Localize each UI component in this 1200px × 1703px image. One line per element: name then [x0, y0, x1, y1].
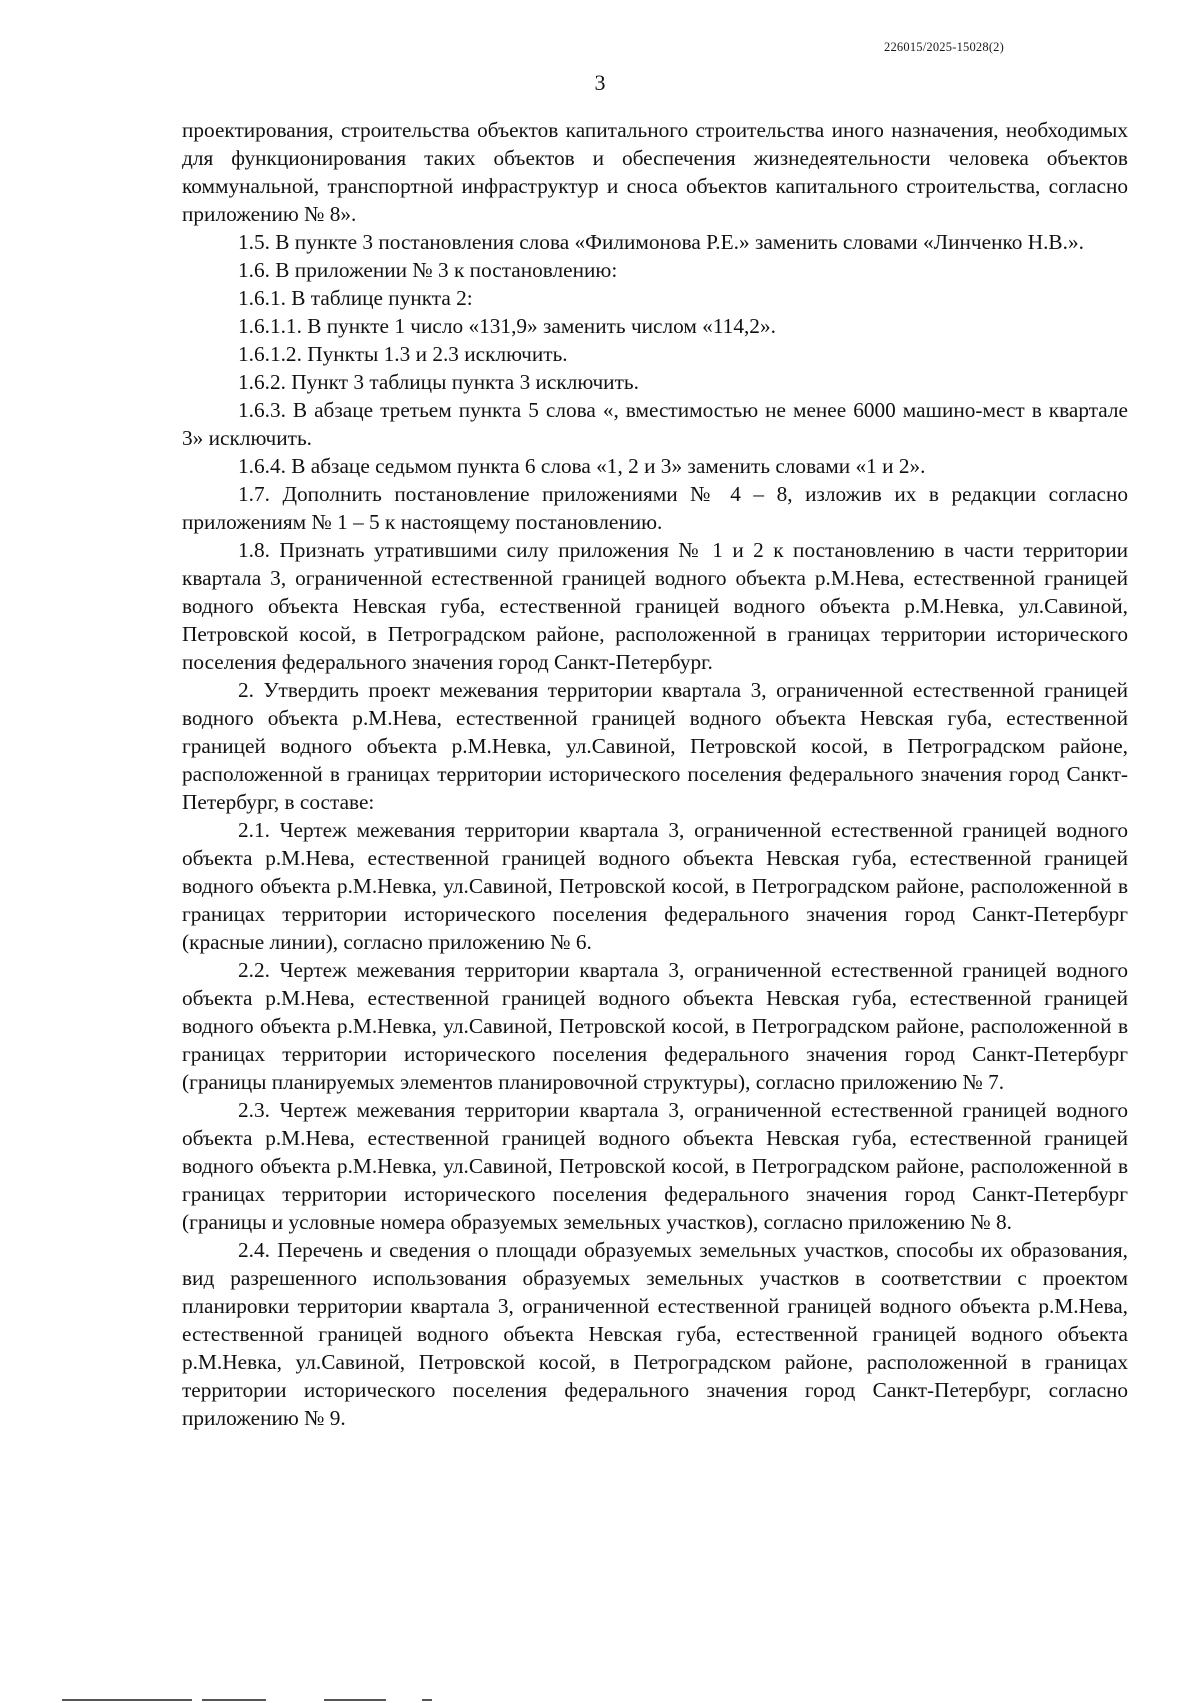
paragraph-1-8: 1.8. Признать утратившими силу приложения № 1 и 2 к постановлению в части территории квартала 3, ограниченной естественной границей водного объекта р.М.Нева, естественной границей водного объекта Невская губа, естественной границей водного объекта р.М.Невка, ул.Савиной, Петровской косой, в Петроградском районе, расположенной в границах территории исторического поселения федерального значения город Санкт-Петербург.	[182, 538, 1128, 674]
paragraph-1-6-1: 1.6.1. В таблице пункта 2:	[238, 286, 473, 310]
paragraph-1-7: 1.7. Дополнить постановление приложениями № 4 – 8, изложив их в редакции согласно приложениям № 1 – 5 к настоящему постановлению.	[182, 482, 1128, 534]
paragraph-1-6-1-1: 1.6.1.1. В пункте 1 число «131,9» заменить числом «114,2».	[238, 314, 776, 338]
document-body	[182, 116, 1128, 1432]
paragraph-1-6: 1.6. В приложении № 3 к постановлению:	[238, 258, 618, 282]
paragraph-2-2: 2.2. Чертеж межевания территории квартала 3, ограниченной естественной границей водного объекта р.М.Нева, естественной границей водного объекта Невская губа, естественной границей водного объекта р.М.Невка, ул.Савиной, Петровской косой, в Петроградском районе, расположенной в границах территории исторического поселения федерального значения город Санкт-Петербург (границы планируемых элементов планировочной структуры), согласно приложению № 7.	[182, 958, 1128, 1094]
paragraph-1-6-1-2: 1.6.1.2. Пункты 1.3 и 2.3 исключить.	[238, 342, 568, 366]
paragraph-2: 2. Утвердить проект межевания территории квартала 3, ограниченной естественной границей водного объекта р.М.Нева, естественной границей водного объекта Невская губа, естественной границей водного объекта р.М.Невка, ул.Савиной, Петровской косой, в Петроградском районе, расположенной в границах территории исторического поселения федерального значения город Санкт-Петербург, в составе:	[182, 678, 1128, 814]
page-number: 3	[594, 70, 606, 95]
paragraph-1-6-2: 1.6.2. Пункт 3 таблицы пункта 3 исключить.	[238, 370, 639, 394]
paragraph-2-1: 2.1. Чертеж межевания территории квартала 3, ограниченной естественной границей водного объекта р.М.Нева, естественной границей водного объекта Невская губа, естественной границей водного объекта р.М.Невка, ул.Савиной, Петровской косой, в Петроградском районе, расположенной в границах территории исторического поселения федерального значения город Санкт-Петербург (красные линии), согласно приложению № 6.	[182, 818, 1128, 954]
scan-footer-marks	[62, 1699, 442, 1703]
paragraph-1-6-3: 1.6.3. В абзаце третьем пункта 5 слова «, вместимостью не менее 6000 машино-мест в квартале 3» исключить.	[182, 398, 1128, 450]
paragraph-1-5: 1.5. В пункте 3 постановления слова «Филимонова Р.Е.» заменить словами «Линченко Н.В.».	[238, 230, 1084, 254]
paragraph-2-4: 2.4. Перечень и сведения о площади образуемых земельных участков, способы их образования, вид разрешенного использования образуемых земельных участков в соответствии с проектом планировки территории квартала 3, ограниченной естественной границей водного объекта р.М.Нева, естественной границей водного объекта Невская губа, естественной границей водного объекта р.М.Невка, ул.Савиной, Петровской косой, в Петроградском районе, расположенной в границах территории исторического поселения федерального значения город Санкт-Петербург, согласно приложению № 9.	[182, 1238, 1128, 1430]
paragraph-1-6-4: 1.6.4. В абзаце седьмом пункта 6 слова «1, 2 и 3» заменить словами «1 и 2».	[238, 454, 926, 478]
paragraph-continuation: проектирования, строительства объектов капитального строительства иного назначения, необходимых для функционирования таких объектов и обеспечения жизнедеятельности человека объектов коммунальной, транспортной инфраструктур и сноса объектов капитального строительства, согласно приложению № 8».	[182, 118, 1128, 226]
document-registration-code: 226015/2025-15028(2)	[884, 40, 1004, 54]
paragraph-2-3: 2.3. Чертеж межевания территории квартала 3, ограниченной естественной границей водного объекта р.М.Нева, естественной границей водного объекта Невская губа, естественной границей водного объекта р.М.Невка, ул.Савиной, Петровской косой, в Петроградском районе, расположенной в границах территории исторического поселения федерального значения город Санкт-Петербург (границы и условные номера образуемых земельных участков), согласно приложению № 8.	[182, 1098, 1128, 1234]
